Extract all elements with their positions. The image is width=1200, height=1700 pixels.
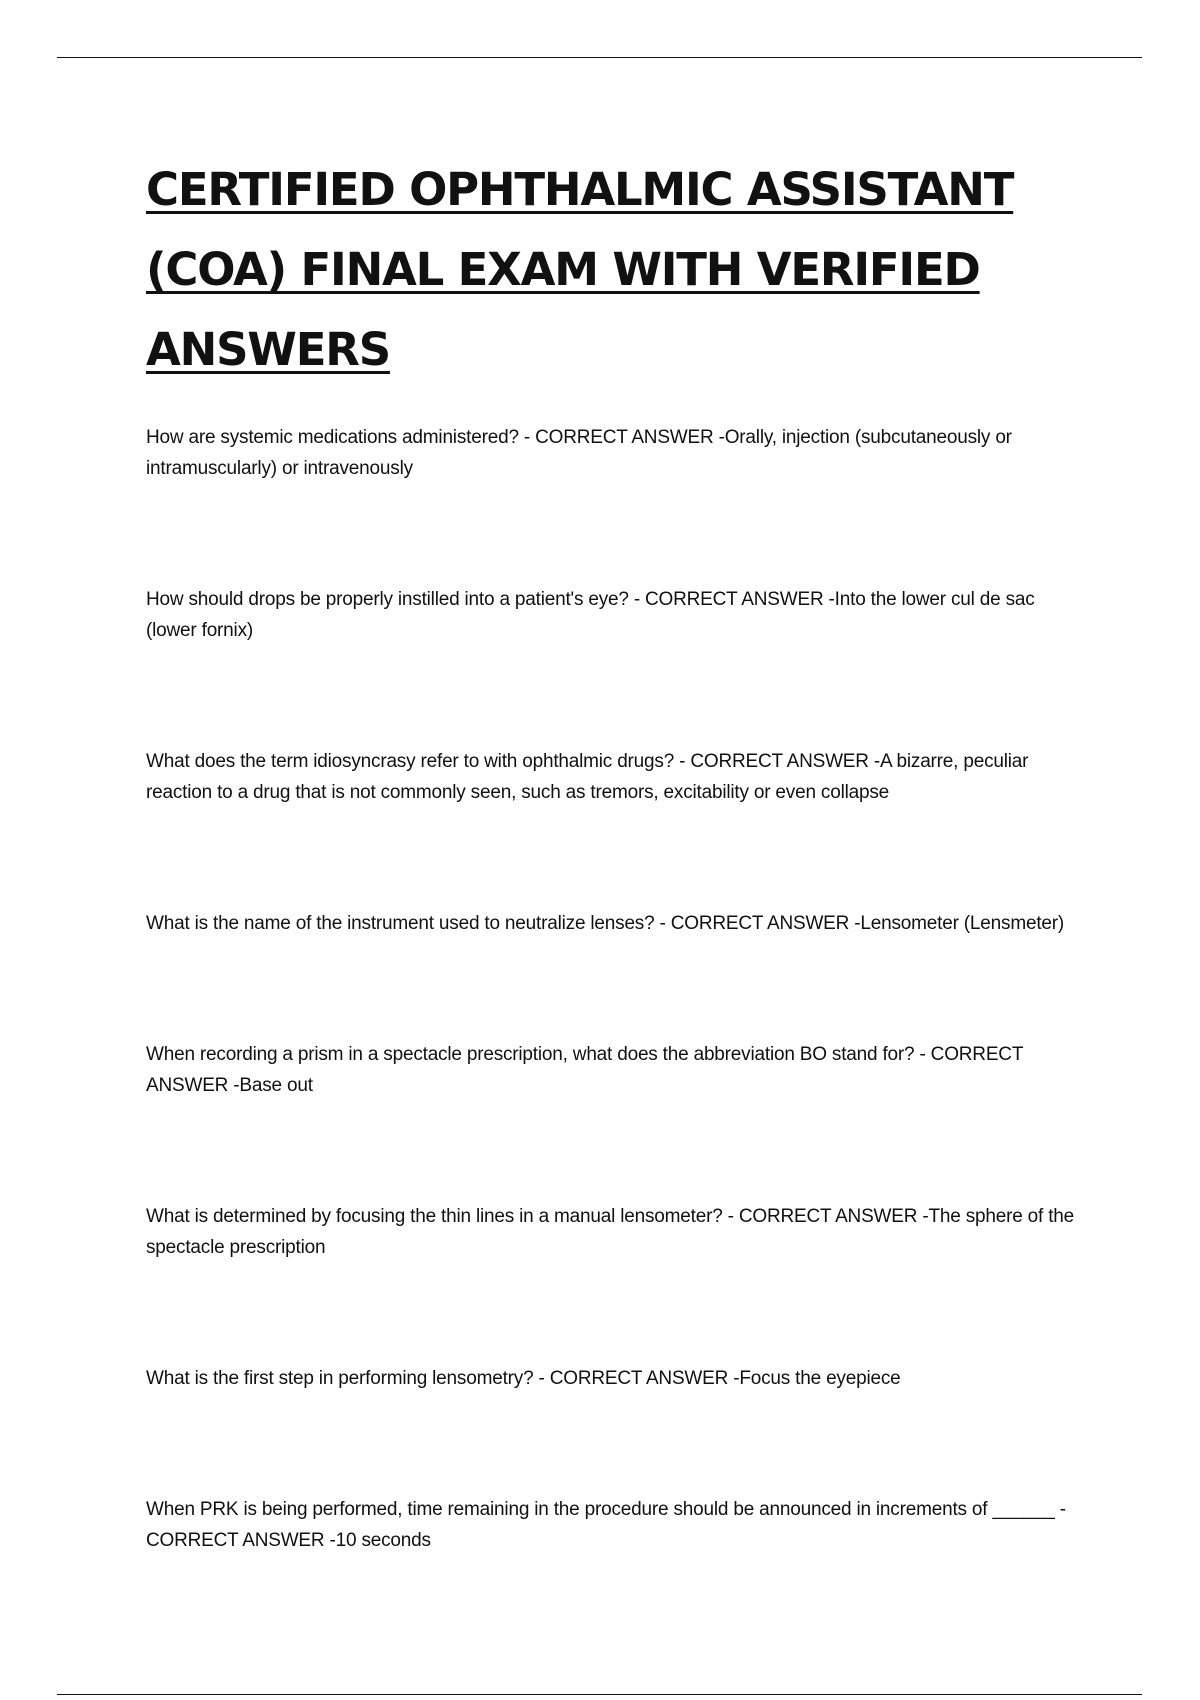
qa-item: What is determined by focusing the thin lines in a manual lensometer? - CORRECT ANSWER -The sphere of the spectacle prescription [146, 1206, 1075, 1258]
qa-item: How should drops be properly instilled into a patient's eye? - CORRECT ANSWER -Into the lower cul de sac (lower fornix) [146, 589, 1035, 641]
qa-item: When recording a prism in a spectacle prescription, what does the abbreviation BO stand for? - CORRECT ANSWER -Base out [146, 1044, 1023, 1096]
qa-item: How are systemic medications administered? - CORRECT ANSWER -Orally, injection (subcutaneously or intramuscularly) or intravenously [146, 427, 1012, 479]
document-title [146, 150, 1086, 390]
qa-list [146, 422, 1086, 1556]
title-line: ANSWERS [146, 323, 390, 376]
bottom-rule [57, 1694, 1142, 1695]
document-body [146, 150, 1086, 1656]
qa-item: What does the term idiosyncrasy refer to with ophthalmic drugs? - CORRECT ANSWER -A bizarre, peculiar reaction to a drug that is not commonly seen, such as tremors, excitability or even collapse [146, 751, 1029, 803]
qa-item: What is the name of the instrument used to neutralize lenses? - CORRECT ANSWER -Lensometer (Lensmeter) [146, 913, 1065, 934]
qa-item: When PRK is being performed, time remaining in the procedure should be announced in increments of ______ - CORRECT ANSWER -10 seconds [146, 1499, 1066, 1551]
qa-item: What is the first step in performing lensometry? - CORRECT ANSWER -Focus the eyepiece [146, 1368, 901, 1389]
title-line: CERTIFIED OPHTHALMIC ASSISTANT [146, 163, 1014, 216]
title-line: (COA) FINAL EXAM WITH VERIFIED [146, 243, 980, 296]
top-rule [57, 57, 1142, 58]
